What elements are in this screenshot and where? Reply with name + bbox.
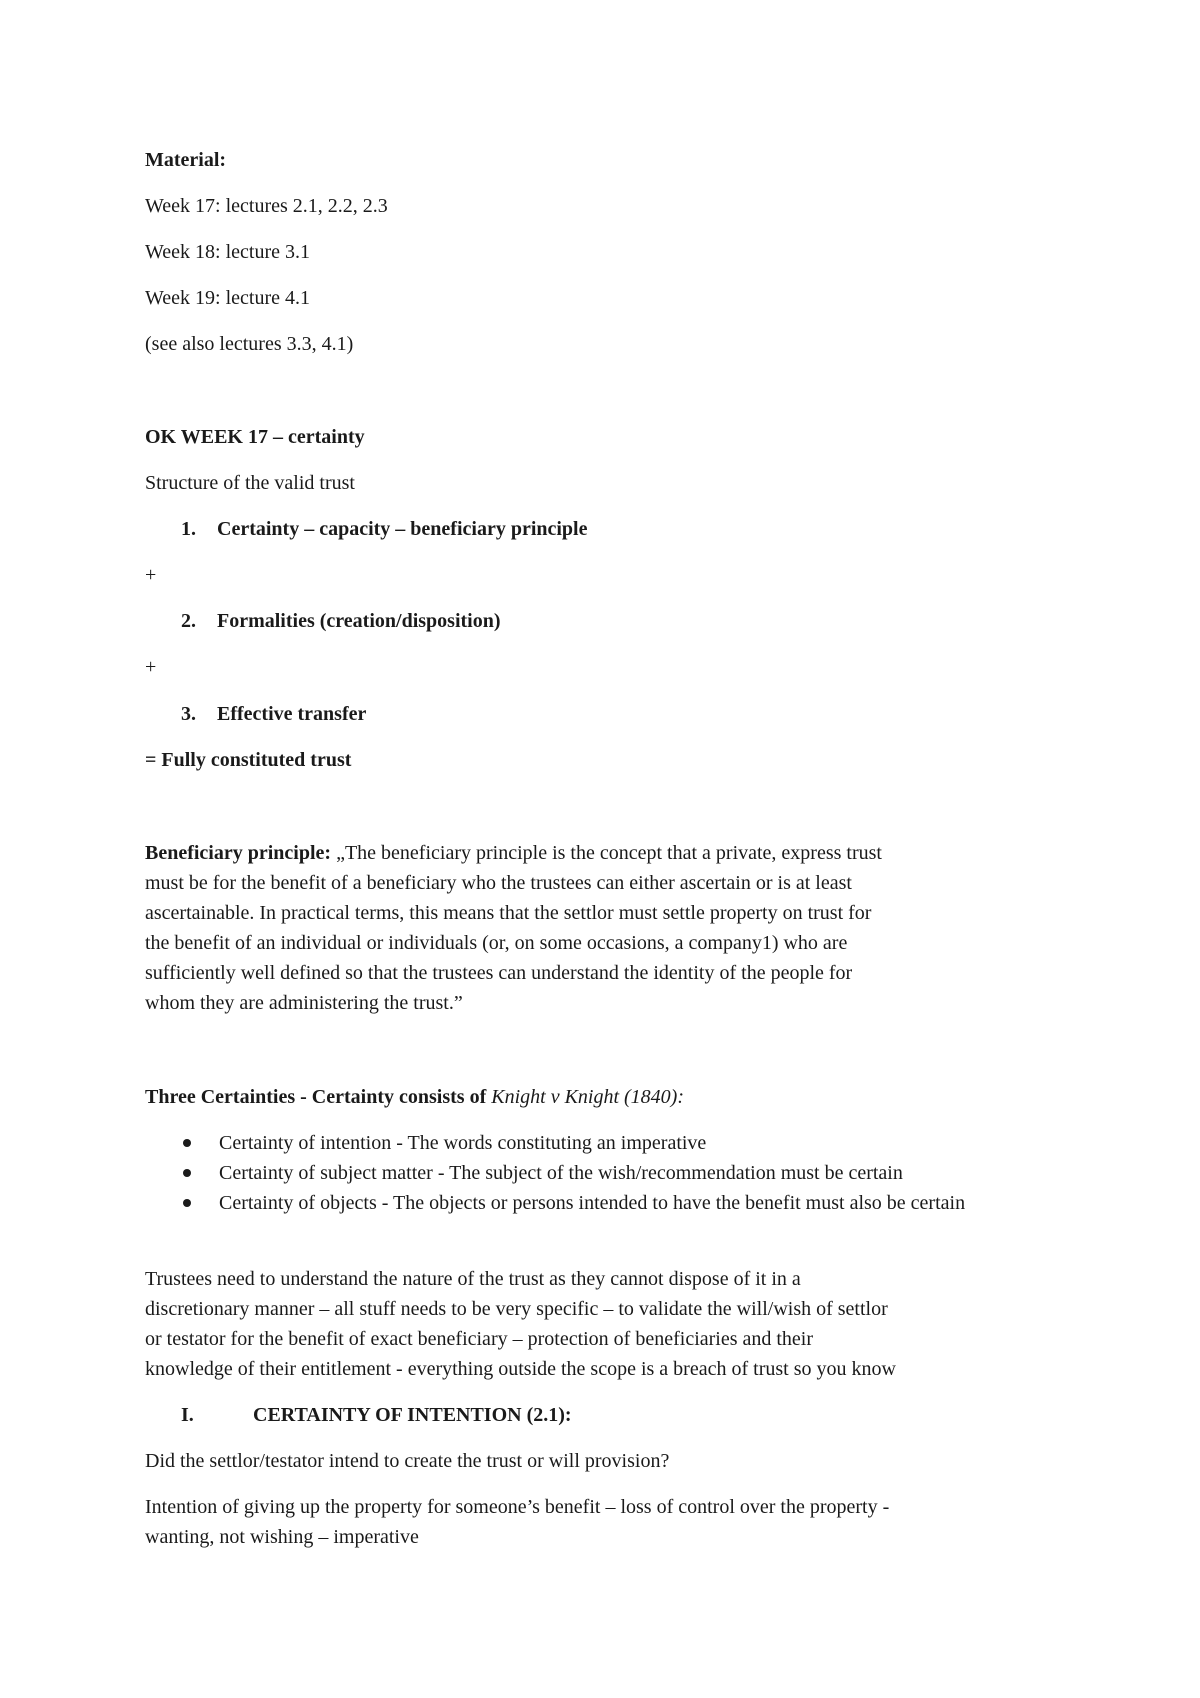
list-item-text: Certainty of objects - The objects or persons intended to have the benefit must also be certain bbox=[219, 1192, 966, 1214]
section-title: CERTAINTY OF INTENTION (2.1): bbox=[253, 1404, 572, 1426]
intention-text: wanting, not wishing – imperative bbox=[145, 1526, 419, 1548]
material-line: (see also lectures 3.3, 4.1) bbox=[145, 333, 354, 355]
bullet-icon bbox=[183, 1139, 191, 1147]
list-item bbox=[145, 1188, 1149, 1218]
plus-sign: + bbox=[145, 564, 157, 586]
step-text: Formalities (creation/disposition) bbox=[217, 610, 501, 632]
step-number: 1. bbox=[181, 518, 196, 540]
list-item bbox=[145, 1128, 1080, 1158]
material-line: Week 17: lectures 2.1, 2.2, 2.3 bbox=[145, 195, 388, 217]
plus-sign: + bbox=[145, 656, 157, 678]
step-text: Effective transfer bbox=[217, 703, 367, 725]
result-line: = Fully constituted trust bbox=[145, 749, 352, 771]
beneficiary-line bbox=[145, 838, 882, 868]
intention-text: Intention of giving up the property for someone’s benefit – loss of control over the property - bbox=[145, 1496, 890, 1518]
bullet-icon bbox=[183, 1169, 191, 1177]
section-heading-intention bbox=[181, 1400, 572, 1430]
beneficiary-text: „The beneficiary principle is the concept that a private, express trust bbox=[331, 842, 882, 864]
structure-label: Structure of the valid trust bbox=[145, 472, 355, 494]
structure-step-2 bbox=[181, 606, 501, 636]
beneficiary-text: sufficiently well defined so that the trustees can understand the identity of the people for bbox=[145, 962, 853, 984]
bullet-icon bbox=[183, 1199, 191, 1207]
case-citation: Knight v Knight (1840): bbox=[491, 1086, 684, 1108]
list-item-text: Certainty of intention - The words constituting an imperative bbox=[219, 1132, 707, 1154]
certainties-heading-text: Three Certainties - Certainty consists of bbox=[145, 1086, 492, 1108]
certainties-list bbox=[145, 1128, 1080, 1218]
beneficiary-text: must be for the benefit of a beneficiary who the trustees can either ascertain or is at least bbox=[145, 872, 852, 894]
material-heading: Material: bbox=[145, 149, 227, 171]
week17-heading: OK WEEK 17 – certainty bbox=[145, 426, 365, 448]
beneficiary-text: ascertainable. In practical terms, this means that the settlor must settle property on trust for bbox=[145, 902, 872, 924]
explanation-line: Trustees need to understand the nature of the trust as they cannot dispose of it in a bbox=[145, 1268, 801, 1290]
explanation-line: knowledge of their entitlement - everything outside the scope is a breach of trust so you know bbox=[145, 1358, 896, 1380]
material-line: Week 19: lecture 4.1 bbox=[145, 287, 310, 309]
explanation-line: discretionary manner – all stuff needs to be very specific – to validate the will/wish of settlor bbox=[145, 1298, 888, 1320]
beneficiary-text: whom they are administering the trust.” bbox=[145, 992, 463, 1014]
step-number: 3. bbox=[181, 703, 196, 725]
beneficiary-text: the benefit of an individual or individuals (or, on some occasions, a company1) who are bbox=[145, 932, 848, 954]
list-item-text: Certainty of subject matter - The subject of the wish/recommendation must be certain bbox=[219, 1162, 903, 1184]
beneficiary-label: Beneficiary principle: bbox=[145, 842, 332, 864]
step-text: Certainty – capacity – beneficiary principle bbox=[217, 518, 588, 540]
step-number: 2. bbox=[181, 610, 196, 632]
material-line: Week 18: lecture 3.1 bbox=[145, 241, 310, 263]
intention-question: Did the settlor/testator intend to create the trust or will provision? bbox=[145, 1450, 670, 1472]
explanation-line: or testator for the benefit of exact beneficiary – protection of beneficiaries and their bbox=[145, 1328, 814, 1350]
list-item bbox=[145, 1158, 1080, 1188]
section-number: I. bbox=[181, 1404, 194, 1426]
structure-step-1 bbox=[181, 514, 588, 544]
certainties-heading bbox=[145, 1082, 684, 1112]
structure-step-3 bbox=[181, 699, 366, 729]
